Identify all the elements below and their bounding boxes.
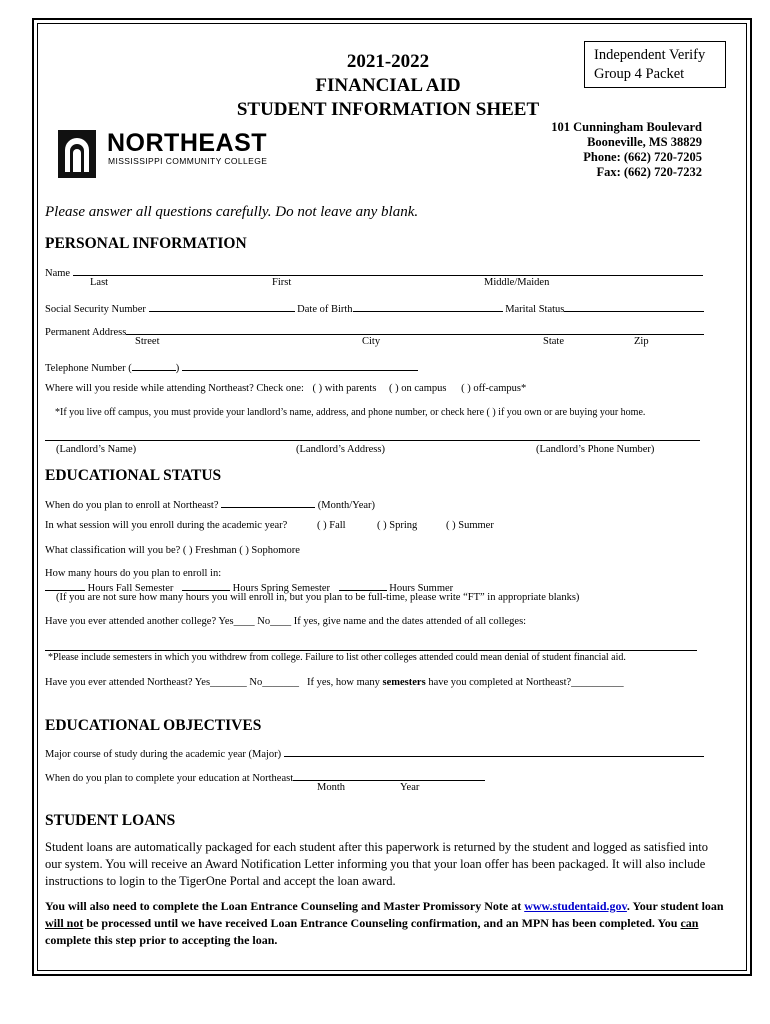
name-first-caption: First — [272, 277, 292, 288]
session-question: In what session will you enroll during the academic year? — [45, 520, 288, 531]
hours-fall-field[interactable] — [45, 580, 85, 591]
dob-label: Date of Birth — [297, 304, 353, 315]
hours-note: (If you are not sure how many hours you will enroll in, but you plan to be full-time, please write “FT” in appropriate blanks) — [56, 592, 580, 603]
studentaid-link[interactable]: www.studentaid.gov — [524, 899, 627, 913]
logo-name: NORTHEAST — [107, 129, 268, 157]
form-title: FINANCIAL AID — [315, 75, 461, 96]
semesters-question — [307, 677, 624, 688]
instructions: Please answer all questions carefully. Do not leave any blank. — [45, 204, 419, 220]
phone-row — [45, 360, 418, 374]
name-middle-caption: Middle/Maiden — [484, 277, 550, 288]
educational-heading: EDUCATIONAL STATUS — [45, 467, 222, 484]
major-question: Major course of study during the academic year (Major) — [45, 749, 282, 760]
landlord-line[interactable] — [45, 440, 700, 441]
loans-p2-d: complete this step prior to accepting the loan. — [45, 933, 278, 947]
enroll-question: When do you plan to enroll at Northeast? — [45, 500, 219, 511]
address-city: Booneville, MS 38829 — [587, 135, 702, 149]
major-row — [45, 746, 704, 760]
complete-field[interactable] — [293, 770, 485, 781]
zip-caption: Zip — [634, 336, 649, 347]
enroll-field[interactable] — [221, 497, 315, 508]
other-college-line[interactable] — [45, 650, 697, 651]
off-campus-note: *If you live off campus, you must provide your landlord’s name, address, and phone number, or check here ( ) if you own or are buying your home. — [55, 407, 646, 418]
loans-will-not: will not — [45, 916, 84, 930]
hours-summer-label: Hours Summer — [389, 583, 454, 594]
college-logo-icon — [56, 128, 98, 180]
semesters-pre: If yes, how many — [307, 677, 380, 688]
semesters-post: have you completed at Northeast?__________ — [428, 677, 624, 688]
logo-subtitle: MISSISSIPPI COMMUNITY COLLEGE — [108, 156, 268, 166]
phone-label: Telephone Number ( — [45, 363, 132, 374]
attended-question: Have you ever attended Northeast? Yes_______ No_______ — [45, 677, 299, 688]
option-fall[interactable]: ( ) Fall — [317, 520, 346, 531]
withdrew-note: *Please include semesters in which you withdrew from college. Failure to list other colleges attended could mean denial of student financial aid. — [48, 652, 626, 663]
loans-p2-a: You will also need to complete the Loan Entrance Counseling and Master Promissory Note at — [45, 899, 525, 913]
street-caption: Street — [135, 336, 160, 347]
city-caption: City — [362, 336, 381, 347]
address-fax: Fax: (662) 720-7232 — [596, 165, 702, 179]
form-year: 2021-2022 — [346, 51, 430, 72]
name-row — [45, 265, 703, 279]
personal-heading: PERSONAL INFORMATION — [45, 235, 247, 252]
marital-label: Marital Status — [505, 304, 565, 315]
address-phone: Phone: (662) 720-7205 — [583, 150, 702, 164]
complete-question: When do you plan to complete your education at Northeast — [45, 773, 294, 784]
address-label: Permanent Address — [45, 327, 127, 338]
year-caption: Year — [400, 782, 420, 793]
loans-paragraph-1: Student loans are automatically packaged for each student after this paperwork is returned by the student and logged as satisfied into our system. You will receive an Award Notification Letter informing you that your loan offer has been packaged. It will also include instructions to login to the TigerOne Portal and accept the loan award. — [45, 840, 708, 888]
objectives-heading: EDUCATIONAL OBJECTIVES — [45, 717, 262, 734]
area-code-field[interactable] — [132, 360, 176, 371]
enroll-hint: (Month/Year) — [317, 500, 376, 511]
option-summer[interactable]: ( ) Summer — [446, 520, 494, 531]
packet-line1: Independent Verify — [594, 47, 706, 63]
ssn-label: Social Security Number — [45, 304, 146, 315]
landlord-phone-caption: (Landlord’s Phone Number) — [536, 444, 655, 455]
loans-heading: STUDENT LOANS — [45, 812, 176, 829]
classification-question: What classification will you be? ( ) Freshman ( ) Sophomore — [45, 545, 300, 556]
phone-field[interactable] — [182, 360, 418, 371]
phone-paren: ) — [175, 363, 180, 374]
other-college-question: Have you ever attended another college? Yes____ No____ If yes, give name and the dates attended of all colleges: — [45, 616, 527, 627]
name-last-caption: Last — [90, 277, 109, 288]
option-with-parents[interactable]: ( ) with parents — [312, 383, 377, 394]
name-label: Name — [45, 268, 71, 279]
landlord-address-caption: (Landlord’s Address) — [296, 444, 385, 455]
marital-field[interactable] — [564, 301, 704, 312]
name-field[interactable] — [73, 265, 703, 276]
reside-question: Where will you reside while attending Northeast? Check one: — [45, 383, 304, 394]
ssn-row — [45, 301, 704, 315]
reside-row — [45, 383, 526, 394]
enroll-row — [45, 497, 375, 511]
hours-spring-label: Hours Spring Semester — [232, 583, 331, 594]
ssn-field[interactable] — [149, 301, 295, 312]
address-field[interactable] — [126, 324, 704, 335]
semesters-bold: semesters — [382, 677, 426, 688]
hours-question: How many hours do you plan to enroll in: — [45, 568, 222, 579]
month-caption: Month — [317, 782, 346, 793]
dob-field[interactable] — [353, 301, 503, 312]
loans-p2-b: . Your student loan — [626, 899, 724, 913]
hours-summer-field[interactable] — [339, 580, 387, 591]
address-street: 101 Cunningham Boulevard — [551, 120, 702, 134]
landlord-name-caption: (Landlord’s Name) — [56, 444, 137, 455]
form-subtitle: STUDENT INFORMATION SHEET — [236, 99, 540, 120]
hours-spring-field[interactable] — [182, 580, 230, 591]
packet-box — [584, 41, 726, 88]
major-field[interactable] — [284, 746, 704, 757]
option-on-campus[interactable]: ( ) on campus — [389, 383, 447, 394]
hours-fall-label: Hours Fall Semester — [87, 583, 174, 594]
loans-can: can — [680, 916, 699, 930]
packet-line2: Group 4 Packet — [594, 66, 685, 82]
loans-paragraph-2 — [45, 898, 725, 949]
option-off-campus[interactable]: ( ) off-campus* — [461, 383, 527, 394]
loans-p2-c: be processed until we have received Loan Entrance Counseling confirmation, and an MPN has been completed. You — [83, 916, 681, 930]
option-spring[interactable]: ( ) Spring — [377, 520, 418, 531]
state-caption: State — [543, 336, 564, 347]
